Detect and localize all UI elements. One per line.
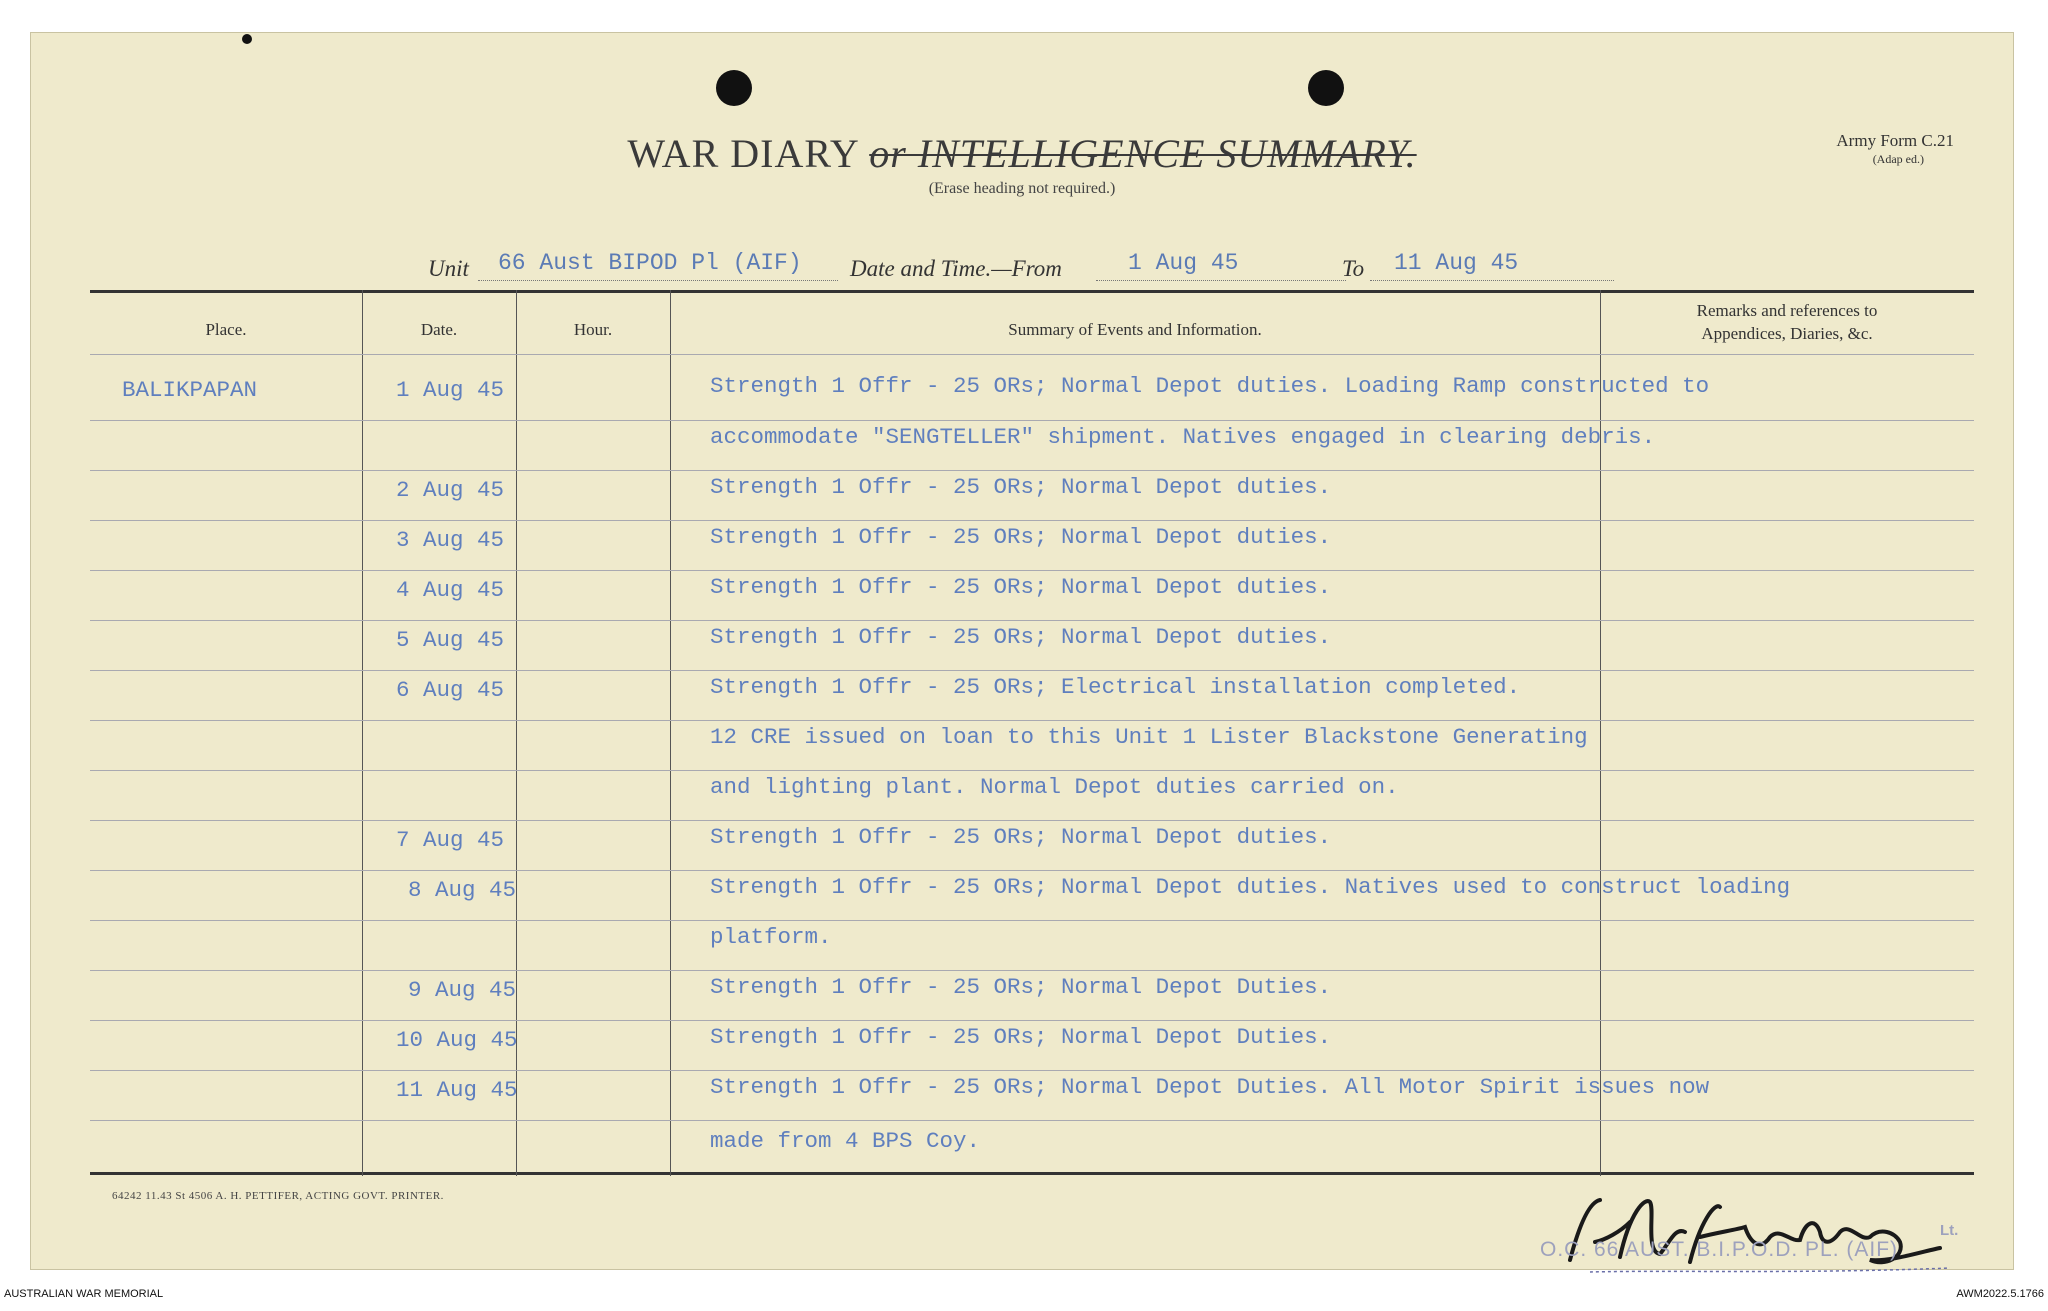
table-bottom-border — [90, 1172, 1974, 1175]
header-hour: Hour. — [573, 320, 613, 339]
ruled-line — [90, 570, 1974, 571]
header-date: Date. — [420, 320, 458, 339]
ruled-line — [90, 670, 1974, 671]
army-form-label — [1836, 130, 1954, 168]
ruled-line — [90, 820, 1974, 821]
erase-note: (Erase heading not required.) — [928, 180, 1116, 197]
from-value: 1 Aug 45 — [1128, 250, 1239, 276]
diary-sheet — [30, 32, 2014, 1270]
divider-hour-summary — [670, 290, 671, 1176]
entry-date: 4 Aug 45 — [396, 577, 505, 603]
divider-place-date — [362, 290, 363, 1176]
entry-date: 9 Aug 45 — [408, 977, 517, 1003]
ruled-line — [90, 970, 1974, 971]
archive-credit: AUSTRALIAN WAR MEMORIAL — [4, 1288, 164, 1300]
entry-summary: platform. — [710, 924, 832, 950]
ruled-line — [90, 870, 1974, 871]
from-dotted-line — [1096, 280, 1346, 281]
to-label: To — [1342, 256, 1365, 281]
unit-label: Unit — [428, 256, 469, 281]
unit-dotted-line — [478, 280, 838, 281]
entry-summary: Strength 1 Offr - 25 ORs; Electrical installation completed. — [710, 674, 1521, 700]
entry-place: BALIKPAPAN — [122, 377, 258, 403]
entry-date: 10 Aug 45 — [396, 1027, 518, 1053]
header-remarks — [1600, 300, 1974, 346]
entry-summary: Strength 1 Offr - 25 ORs; Normal Depot duties. Loading Ramp constructed to — [710, 373, 1710, 399]
table-top-border — [90, 290, 1974, 293]
ruled-line — [90, 920, 1974, 921]
ruled-line — [90, 470, 1974, 471]
archive-reference: AWM2022.5.1766 — [1956, 1288, 2044, 1300]
entry-summary: Strength 1 Offr - 25 ORs; Normal Depot duties. Natives used to construct loading — [710, 874, 1791, 900]
header-rule — [90, 354, 1974, 355]
army-form-number: Army Form C.21 — [1836, 131, 1954, 150]
entry-date: 6 Aug 45 — [396, 677, 505, 703]
ruled-line — [90, 1120, 1974, 1121]
ruled-line — [90, 620, 1974, 621]
date-label: Date and Time.—From — [850, 256, 1062, 281]
diary-table — [90, 290, 1974, 1176]
entry-date: 7 Aug 45 — [396, 827, 505, 853]
ruled-line — [90, 770, 1974, 771]
entry-summary: Strength 1 Offr - 25 ORs; Normal Depot duties. — [710, 524, 1332, 550]
title-struck: or INTELLIGENCE SUMMARY. — [869, 131, 1417, 176]
unit-line — [30, 246, 2014, 286]
unit-value: 66 Aust BIPOD Pl (AIF) — [498, 250, 802, 276]
punch-hole-left — [716, 70, 752, 106]
entry-summary: 12 CRE issued on loan to this Unit 1 Lister Blackstone Generating — [710, 724, 1588, 750]
signature-rank: Lt. — [1940, 1222, 1959, 1239]
punch-hole-right — [1308, 70, 1344, 106]
signature — [1550, 1182, 1970, 1292]
to-dotted-line — [1370, 280, 1614, 281]
page-title — [30, 130, 2014, 177]
entry-date: 3 Aug 45 — [396, 527, 505, 553]
header-summary: Summary of Events and Information. — [1008, 320, 1262, 339]
handwritten-signature — [1550, 1182, 1970, 1292]
entry-date: 1 Aug 45 — [396, 377, 505, 403]
entry-summary: and lighting plant. Normal Depot duties carried on. — [710, 774, 1399, 800]
army-form-sub: (Adap ed.) — [1872, 152, 1924, 167]
entry-summary: Strength 1 Offr - 25 ORs; Normal Depot Duties. — [710, 1024, 1332, 1050]
entry-summary: made from 4 BPS Coy. — [710, 1128, 981, 1154]
entry-summary: Strength 1 Offr - 25 ORs; Normal Depot duties. — [710, 574, 1332, 600]
entry-summary: Strength 1 Offr - 25 ORs; Normal Depot duties. — [710, 474, 1332, 500]
title-plain: WAR DIARY — [627, 131, 859, 176]
ruled-line — [90, 420, 1974, 421]
ruled-line — [90, 1020, 1974, 1021]
entry-date: 8 Aug 45 — [408, 877, 517, 903]
entry-summary: Strength 1 Offr - 25 ORs; Normal Depot Duties. All Motor Spirit issues now — [710, 1074, 1710, 1100]
divider-summary-remarks — [1600, 290, 1601, 1176]
entry-summary: Strength 1 Offr - 25 ORs; Normal Depot Duties. — [710, 974, 1332, 1000]
header-place: Place. — [205, 320, 247, 339]
entry-date: 11 Aug 45 — [396, 1077, 518, 1103]
ruled-line — [90, 520, 1974, 521]
entry-summary: accommodate "SENGTELLER" shipment. Natives engaged in clearing debris. — [710, 424, 1656, 450]
unit-stamp: O.C. 66 AUST. B.I.P.O.D. PL. (AIF) — [1540, 1238, 1899, 1261]
ruled-line — [90, 720, 1974, 721]
entry-date: 2 Aug 45 — [396, 477, 505, 503]
ruled-line — [90, 1070, 1974, 1071]
printer-imprint: 64242 11.43 St 4506 A. H. PETTIFER, ACTING GOVT. PRINTER. — [112, 1190, 444, 1202]
header-remarks-line1: Remarks and references to — [1696, 301, 1878, 320]
entry-summary: Strength 1 Offr - 25 ORs; Normal Depot duties. — [710, 824, 1332, 850]
to-value: 11 Aug 45 — [1394, 250, 1519, 276]
header-remarks-line2: Appendices, Diaries, &c. — [1701, 323, 1873, 343]
entry-date: 5 Aug 45 — [396, 627, 505, 653]
punch-hole-small — [242, 34, 252, 44]
entry-summary: Strength 1 Offr - 25 ORs; Normal Depot duties. — [710, 624, 1332, 650]
